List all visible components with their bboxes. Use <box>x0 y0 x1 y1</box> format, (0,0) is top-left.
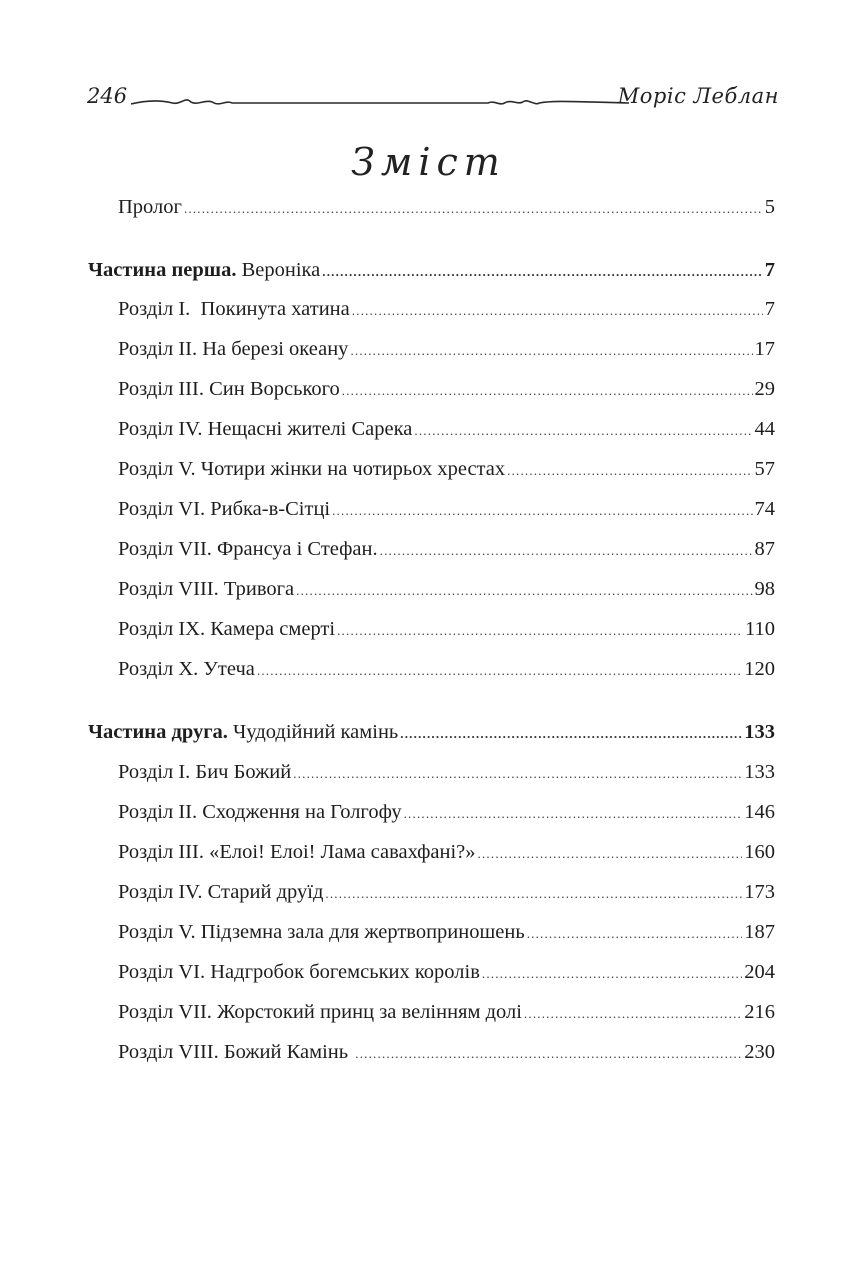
entry-page: 44 <box>754 418 775 440</box>
entry-title: Розділ ІІІ. Син Ворського <box>118 378 340 400</box>
entry-title: Розділ ІІ. Сходження на Голгофу <box>118 801 402 823</box>
entry-title: Розділ ІІІ. «Елоі! Елоі! Лама савахфані?» <box>118 841 476 863</box>
toc-entry-chapter[interactable] <box>118 959 775 985</box>
entry-title: Пролог <box>118 196 182 218</box>
entry-page: 173 <box>744 881 775 903</box>
author-name: Моріс Леблан <box>617 84 779 108</box>
toc-entry-chapter[interactable] <box>118 839 775 865</box>
entry-title: Розділ VII. Франсуа і Стефан. <box>118 538 378 560</box>
entry-page: 87 <box>754 538 775 560</box>
dot-leader <box>322 259 762 285</box>
toc-entry-chapter[interactable] <box>118 416 775 442</box>
dot-leader <box>507 458 752 484</box>
toc-entry-prologue[interactable] <box>118 194 775 220</box>
entry-page: 17 <box>754 338 775 360</box>
page-number: 246 <box>87 84 128 108</box>
entry-page: 110 <box>745 618 775 640</box>
toc-entry-chapter[interactable] <box>118 336 775 362</box>
entry-title: Розділ IV. Нещасні жителі Сарека <box>118 418 413 440</box>
entry-page: 7 <box>764 298 775 320</box>
part-title <box>88 719 398 745</box>
toc-entry-chapter[interactable] <box>118 879 775 905</box>
entry-title: Розділ ІІ. На березі океану <box>118 338 349 360</box>
entry-title: Розділ IV. Старий друїд <box>118 881 324 903</box>
entry-page: 230 <box>744 1041 775 1063</box>
dot-leader <box>404 801 743 827</box>
toc-entry-chapter[interactable] <box>118 576 775 602</box>
toc-entry-chapter[interactable] <box>118 919 775 945</box>
dot-leader <box>293 761 742 787</box>
entry-page: 216 <box>744 1001 775 1023</box>
dot-leader <box>342 378 753 404</box>
toc-entry-chapter[interactable] <box>118 799 775 825</box>
entry-title: Розділ VI. Рибка-в-Сітці <box>118 498 331 520</box>
entry-page: 74 <box>754 498 775 520</box>
dot-leader <box>337 618 743 644</box>
entry-page: 146 <box>744 801 775 823</box>
entry-title: Розділ І. Бич Божий <box>118 761 292 783</box>
dot-leader <box>380 538 753 564</box>
entry-page: 5 <box>764 196 775 218</box>
dot-leader <box>184 196 763 222</box>
dot-leader <box>257 658 742 684</box>
toc-entry-part-2[interactable] <box>88 719 775 745</box>
entry-page: 29 <box>754 378 775 400</box>
entry-title: Розділ V. Чотири жінки на чотирьох хрестах <box>118 458 506 480</box>
dot-leader <box>527 921 743 947</box>
entry-page: 204 <box>744 961 775 983</box>
entry-page: 57 <box>754 458 775 480</box>
dot-leader <box>414 418 752 444</box>
dot-leader <box>296 578 752 604</box>
running-header <box>87 84 779 114</box>
toc-entry-chapter[interactable] <box>118 759 775 785</box>
part-name: Вероніка <box>241 259 321 281</box>
entry-title: Розділ X. Утеча <box>118 658 255 680</box>
dot-leader <box>350 338 752 364</box>
toc-entry-chapter[interactable] <box>118 456 775 482</box>
entry-title: Розділ VI. Надгробок богемських королів <box>118 961 480 983</box>
entry-title: Розділ IX. Камера смерті <box>118 618 336 640</box>
part-label: Частина друга. <box>88 721 228 743</box>
toc-entry-chapter[interactable] <box>118 296 775 322</box>
entry-title: Розділ І. Покинута хатина <box>118 298 350 320</box>
part-label: Частина перша. <box>88 259 237 281</box>
entry-title: Розділ VIII. Божий Камінь <box>118 1041 354 1063</box>
dot-leader <box>355 1041 742 1067</box>
entry-title: Розділ VII. Жорстокий принц за велінням долі <box>118 1001 522 1023</box>
toc-entry-chapter[interactable] <box>118 656 775 682</box>
entry-title: Розділ VIII. Тривога <box>118 578 295 600</box>
entry-page: 133 <box>744 721 775 743</box>
dot-leader <box>352 298 763 324</box>
entry-page: 7 <box>764 259 775 281</box>
toc-entry-chapter[interactable] <box>118 496 775 522</box>
entry-title: Розділ V. Підземна зала для жертвоприношень <box>118 921 525 943</box>
dot-leader <box>478 841 743 867</box>
dot-leader <box>332 498 752 524</box>
entry-page: 160 <box>744 841 775 863</box>
toc-entry-chapter[interactable] <box>118 376 775 402</box>
page-title: Зміст <box>351 140 506 184</box>
entry-page: 187 <box>744 921 775 943</box>
toc-entry-part-1[interactable] <box>88 257 775 283</box>
dot-leader <box>482 961 742 987</box>
entry-page: 120 <box>744 658 775 680</box>
toc-entry-chapter[interactable] <box>118 616 775 642</box>
dot-leader <box>400 721 742 747</box>
entry-page: 98 <box>754 578 775 600</box>
entry-page: 133 <box>744 761 775 783</box>
toc-entry-chapter[interactable] <box>118 536 775 562</box>
dot-leader <box>524 1001 742 1027</box>
part-title <box>88 257 320 283</box>
toc-entry-chapter[interactable] <box>118 1039 775 1065</box>
dot-leader <box>325 881 742 907</box>
part-name: Чудодійний камінь <box>233 721 399 743</box>
toc-entry-chapter[interactable] <box>118 999 775 1025</box>
flourish-divider <box>131 88 629 112</box>
